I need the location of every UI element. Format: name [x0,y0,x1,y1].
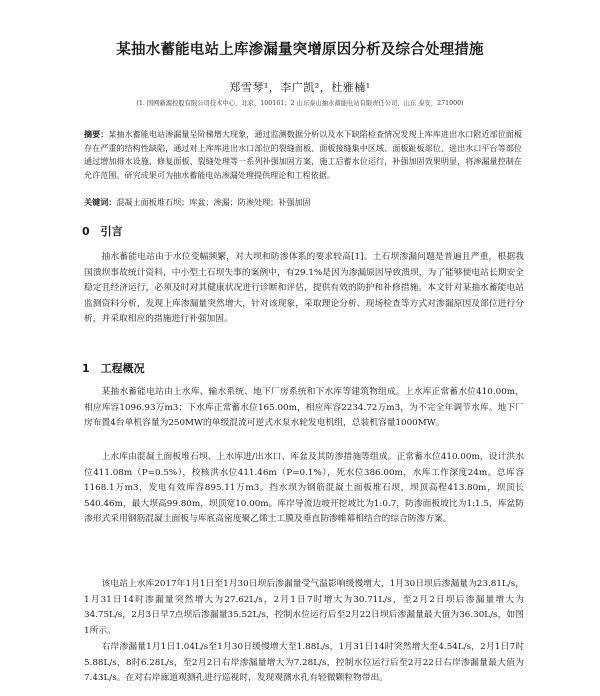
overview-paragraph-2: 上水库由混凝土面板堆石坝、上水库进/出水口、库盆及其防渗措施等组成。正常蓄水位410.00m，设计洪水位411.08m（P=0.5%），校核洪水位411.46m（P=0.1%），死水位386.00m，水库工作深度24m。总库容1168.1万m3，发电有效库容895.11万m3。挡水坝为钢筋混凝土面板堆石坝，坝顶高程413.80m，坝顶长540.46m，最大坝高99.80m，坝顶宽10.00m。库岸导流边坡开挖坡比为1:0.7，防渗面板坡比为1:1.5，库盆防渗形式采用钢筋混凝土面板与库底高密度聚乙烯土工膜及垂直防渗帷幕相结合的综合防渗方案。 [84,452,524,525]
overview-paragraph-3: 该电站上水库2017年1月1日至1月30日坝后渗漏量受气温影响缓慢增大，1月30日坝后渗漏量为23.81L/s，1月31日14时渗漏量突然增大为27.62L/s，2月1日7时增大为30.71L/s，至2月2日坝后渗漏量增大为34.75L/s，2月3日早7点坝后渗漏量35.52L/s，控制水位运行后至2月22日坝后渗漏量最大值为36.30L/s，如图1所示。 [84,579,524,636]
abstract [84,128,522,182]
author-list: 郑雪琴¹，李广凯²，杜雅楠¹ [229,81,371,94]
section-heading-project-overview: 1 工程概况 [82,362,145,375]
keywords-text: 混凝土面板堆石坝；库盆；渗漏；防渗处理；补强加固 [116,197,311,207]
abstract-label: 摘要： [84,129,109,139]
keywords [84,196,522,209]
paper-title: 某抽水蓄能电站上库渗漏量突增原因分析及综合处理措施 [116,42,484,58]
overview-paragraph-1: 某抽水蓄能电站由上水库、输水系统、地下厂房系统和下水库等建筑物组成。上水库正常蓄水位410.00m，相应库容1096.93万m3；下水库正常蓄水位165.00m，相应库容2234.72万m3，为不完全年调节水库。地下厂房布置4台单机容量为250MW的单级混流可逆式水泵水轮发电机组，总装机容量1000MW。 [84,387,524,429]
section-heading-introduction: 0 引言 [82,225,123,238]
intro-paragraph: 抽水蓄能电站由于水位变幅频繁，对大坝和防渗体系的要求较高[1]。土石坝渗漏问题是普遍且严重，根据我国溃坝事故统计资料，中小型土石坝失事的案例中，有29.1%是因为渗漏原因导致溃坝，为了能够使电站长期安全稳定且经济运行，必须及时对其健康状况进行诊断和评估，提供有效的防护和补修措施。本文针对某抽水蓄能电站监测资料分析，发现上库渗漏量突然增大，针对该现象，采取理论分析、现场检查等方式对渗漏原因及部位进行分析，并采取相应的措施进行补强加固。 [84,252,524,325]
overview-paragraph-4: 右岸渗漏量1月1日1.04L/s至1月30日缓慢增大至1.88L/s，1月31日14时突然增大至4.54L/s，2月1日7时5.88L/s，8时6.28L/s，至2月2日右岸渗漏量增大为7.28L/s，控制水位运行后至2月22日右岸渗漏量最大值为7.43L/s。在对右岸廊道观测孔进行巡视时，发现观测水孔有轻微颗粒物带出。 [84,642,524,684]
author-affiliation: (1. 国网新源控股有限公司技术中心，北京，100161；2 山东泰山抽水蓄能电站有限责任公司，山东 泰安，271000) [136,100,464,107]
keywords-label: 关键词： [84,197,117,207]
abstract-text: 某抽水蓄能电站渗漏量呈阶梯增大现象，通过监测数据分析以及水下缺陷检查情况发现上库库进出水口附近部位面板存在严重的结构性缺陷，通过对上库库进出水口部位的裂缝面板、面板接缝集中区域、面板趾板部位、进出水口平台等部位通过增加排水设施、修复面板、裂缝处理等一系列补强加固方案，施工后蓄水位运行，补强加固效果明显，将渗漏量控制在允许范围。研究成果可为抽水蓄能电站渗漏处理提供理论和工程依据。 [84,129,522,180]
